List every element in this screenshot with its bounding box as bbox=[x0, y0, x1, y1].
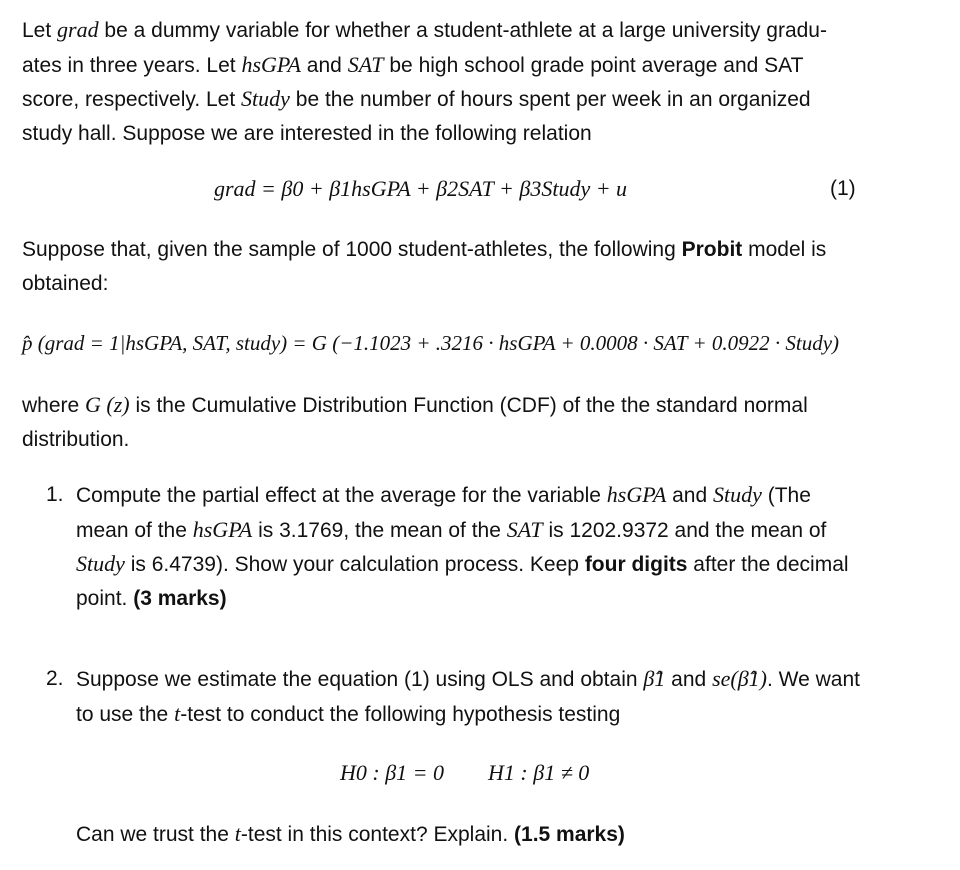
q2-t-var: t bbox=[174, 700, 181, 726]
question-2 bbox=[76, 662, 860, 731]
q2-marks: (1.5 marks) bbox=[514, 823, 625, 846]
probit-intro-paragraph bbox=[22, 233, 860, 300]
q2-text-1: Suppose we estimate the equation (1) using OLS and obtain bbox=[76, 668, 644, 691]
q1-var-study-2: Study bbox=[76, 551, 125, 576]
q1-text-1: Compute the partial effect at the average for the variable bbox=[76, 484, 607, 507]
intro-text-4: be high school grade point average and SAT score, respectively. Let bbox=[22, 53, 804, 111]
q1-four-digits: four digits bbox=[584, 553, 688, 576]
question-1-number: 1. bbox=[46, 483, 64, 506]
q2-followup-text-1: Can we trust the bbox=[76, 823, 235, 846]
probit-bold: Probit bbox=[681, 238, 743, 261]
probit-intro-text-1: Suppose that, given the sample of 1000 student-athletes, the following bbox=[22, 238, 682, 261]
question-2-number: 2. bbox=[46, 667, 64, 690]
q1-text-6: is 6.4739). Show your calculation process. Keep bbox=[124, 553, 585, 576]
q2-text-3: . We want to use the bbox=[76, 668, 860, 726]
where-text-1: where bbox=[22, 394, 86, 417]
hypotheses bbox=[340, 758, 589, 789]
question-1 bbox=[76, 478, 860, 615]
intro-text-3: and bbox=[300, 53, 348, 77]
intro-text-1: Let bbox=[22, 19, 58, 42]
intro-text-2: be a dummy variable for whether a student-athlete at a large university gradu- ates in three years. Let bbox=[22, 19, 827, 77]
probit-equation-text: p̂ (grad = 1|hsGPA, SAT, study) = G (−1.1023 + .3216 · hsGPA + 0.0008 · SAT + 0.0922 · Study) bbox=[22, 331, 840, 355]
q1-var-study: Study bbox=[712, 482, 762, 507]
null-hypothesis: H0 : β1 = 0 bbox=[340, 760, 445, 785]
where-paragraph bbox=[22, 388, 860, 456]
q1-var-hsgpa: hsGPA bbox=[606, 482, 667, 507]
q2-se: se(β̂1) bbox=[712, 666, 767, 691]
intro-paragraph bbox=[22, 13, 860, 150]
q1-text-3: (The mean of the bbox=[76, 484, 811, 542]
q2-followup-text-2: -test in this context? Explain. bbox=[240, 823, 515, 846]
var-study: Study bbox=[241, 86, 290, 111]
q2-text-4: -test to conduct the following hypothesis testing bbox=[180, 702, 621, 726]
equation-1-text: grad = β0 + β1hsGPA + β2SAT + β3Study + u bbox=[214, 176, 628, 201]
question-2-followup bbox=[76, 817, 625, 852]
var-hsgpa: hsGPA bbox=[241, 51, 301, 77]
q1-text-4: is 3.1769, the mean of the bbox=[252, 518, 507, 542]
q1-text-5: is 1202.9372 and the mean of bbox=[542, 518, 827, 542]
q1-text-2: and bbox=[666, 484, 713, 507]
q1-var-hsgpa-2: hsGPA bbox=[192, 516, 253, 542]
q1-marks: (3 marks) bbox=[133, 586, 227, 610]
q2-followup-t-var: t bbox=[234, 821, 241, 846]
q1-var-sat: SAT bbox=[506, 516, 543, 542]
equation-1 bbox=[214, 174, 627, 205]
where-text-2: is the Cumulative Distribution Function (CDF) of the the standard normal distribution. bbox=[22, 394, 808, 451]
var-sat: SAT bbox=[347, 51, 384, 77]
q2-text-2: and bbox=[665, 668, 713, 691]
q2-beta-hat: β̂1 bbox=[643, 666, 666, 691]
q1-text-7: after the decimal point. bbox=[76, 553, 849, 610]
probit-equation bbox=[22, 327, 839, 360]
probit-intro-text-2: model is obtained: bbox=[22, 238, 827, 295]
equation-number: (1) bbox=[830, 177, 856, 200]
var-grad: grad bbox=[57, 17, 99, 42]
alternative-hypothesis: H1 : β1 ≠ 0 bbox=[488, 760, 590, 785]
intro-text-5: be the number of hours spent per week in an organized study hall. Suppose we are interested in the following relation bbox=[22, 88, 811, 145]
cdf-function: G (z) bbox=[85, 392, 130, 417]
